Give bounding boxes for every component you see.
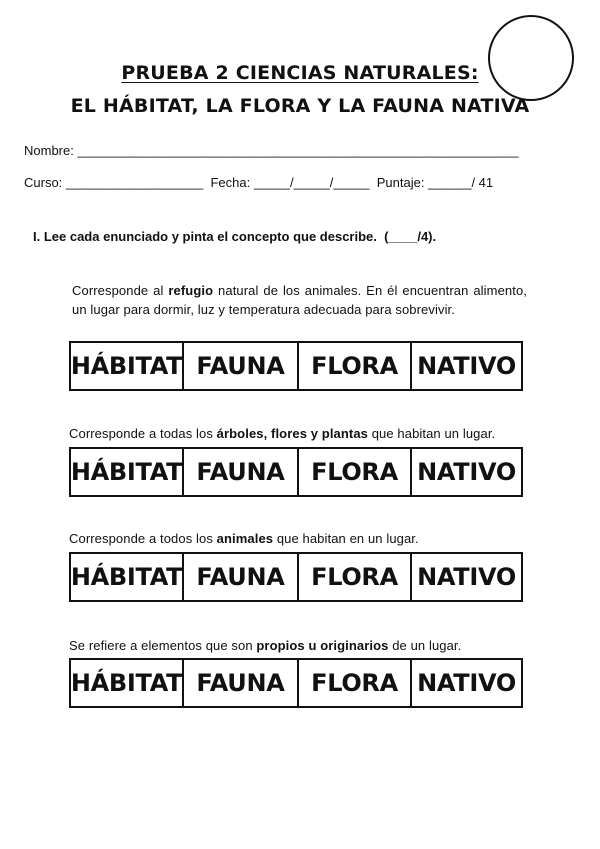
statement-4	[69, 636, 549, 655]
option-flora[interactable]: FLORA	[299, 554, 412, 600]
statement-text: de un lugar.	[388, 638, 462, 653]
statement-keyword: refugio	[168, 283, 214, 298]
section-instruction: I. Lee cada enunciado y pinta el concepto que describe. (____/4).	[33, 229, 437, 244]
option-flora[interactable]: FLORA	[299, 343, 412, 389]
option-nativo[interactable]: NATIVO	[417, 563, 516, 591]
option-habitat[interactable]: HÁBITAT	[71, 449, 184, 495]
option-flora[interactable]: FLORA	[299, 449, 412, 495]
statement-3	[69, 529, 549, 548]
option-habitat[interactable]: HÁBITAT	[71, 343, 184, 389]
option-fauna[interactable]: FAUNA	[184, 343, 299, 389]
option-nativo[interactable]: NATIVO	[417, 669, 516, 697]
statement-keyword: árboles, flores y plantas	[216, 426, 368, 441]
statement-text: Corresponde al	[72, 283, 169, 298]
statement-text: Se refiere a elementos que son	[69, 638, 257, 653]
statement-text: que habitan en un lugar.	[273, 531, 419, 546]
option-nativo[interactable]: NATIVO	[417, 458, 516, 486]
option-habitat[interactable]: HÁBITAT	[71, 554, 184, 600]
statement-keyword: propios u originarios	[256, 638, 389, 653]
statement-text: Corresponde a todas los	[69, 426, 217, 441]
course-date-score-fields[interactable]: Curso: ___________________ Fecha: _____/_____/_____ Puntaje: ______/ 41	[24, 175, 494, 190]
options-row-2	[69, 447, 523, 497]
option-fauna[interactable]: FAUNA	[184, 660, 299, 706]
statement-keyword: animales	[216, 531, 274, 546]
statement-2	[69, 424, 549, 443]
options-row-1	[69, 341, 523, 391]
option-nativo[interactable]: NATIVO	[417, 352, 516, 380]
score-circle	[488, 15, 574, 101]
statement-text: natural de los animales. En él encuentran alimento, un lugar para dormir, luz y temperatura adecuada para sobrevivir.	[72, 283, 527, 317]
statement-text: Corresponde a todos los	[69, 531, 217, 546]
options-row-4	[69, 658, 523, 708]
name-field[interactable]: Nombre: _____________________________________________________________	[24, 143, 519, 158]
option-fauna[interactable]: FAUNA	[184, 554, 299, 600]
statement-1	[72, 281, 527, 319]
options-row-3	[69, 552, 523, 602]
page-subtitle: EL HÁBITAT, LA FLORA Y LA FAUNA NATIVA	[70, 95, 530, 117]
statement-text: que habitan un lugar.	[368, 426, 496, 441]
page-title: PRUEBA 2 CIENCIAS NATURALES:	[121, 62, 479, 84]
option-flora[interactable]: FLORA	[299, 660, 412, 706]
option-habitat[interactable]: HÁBITAT	[71, 660, 184, 706]
option-fauna[interactable]: FAUNA	[184, 449, 299, 495]
